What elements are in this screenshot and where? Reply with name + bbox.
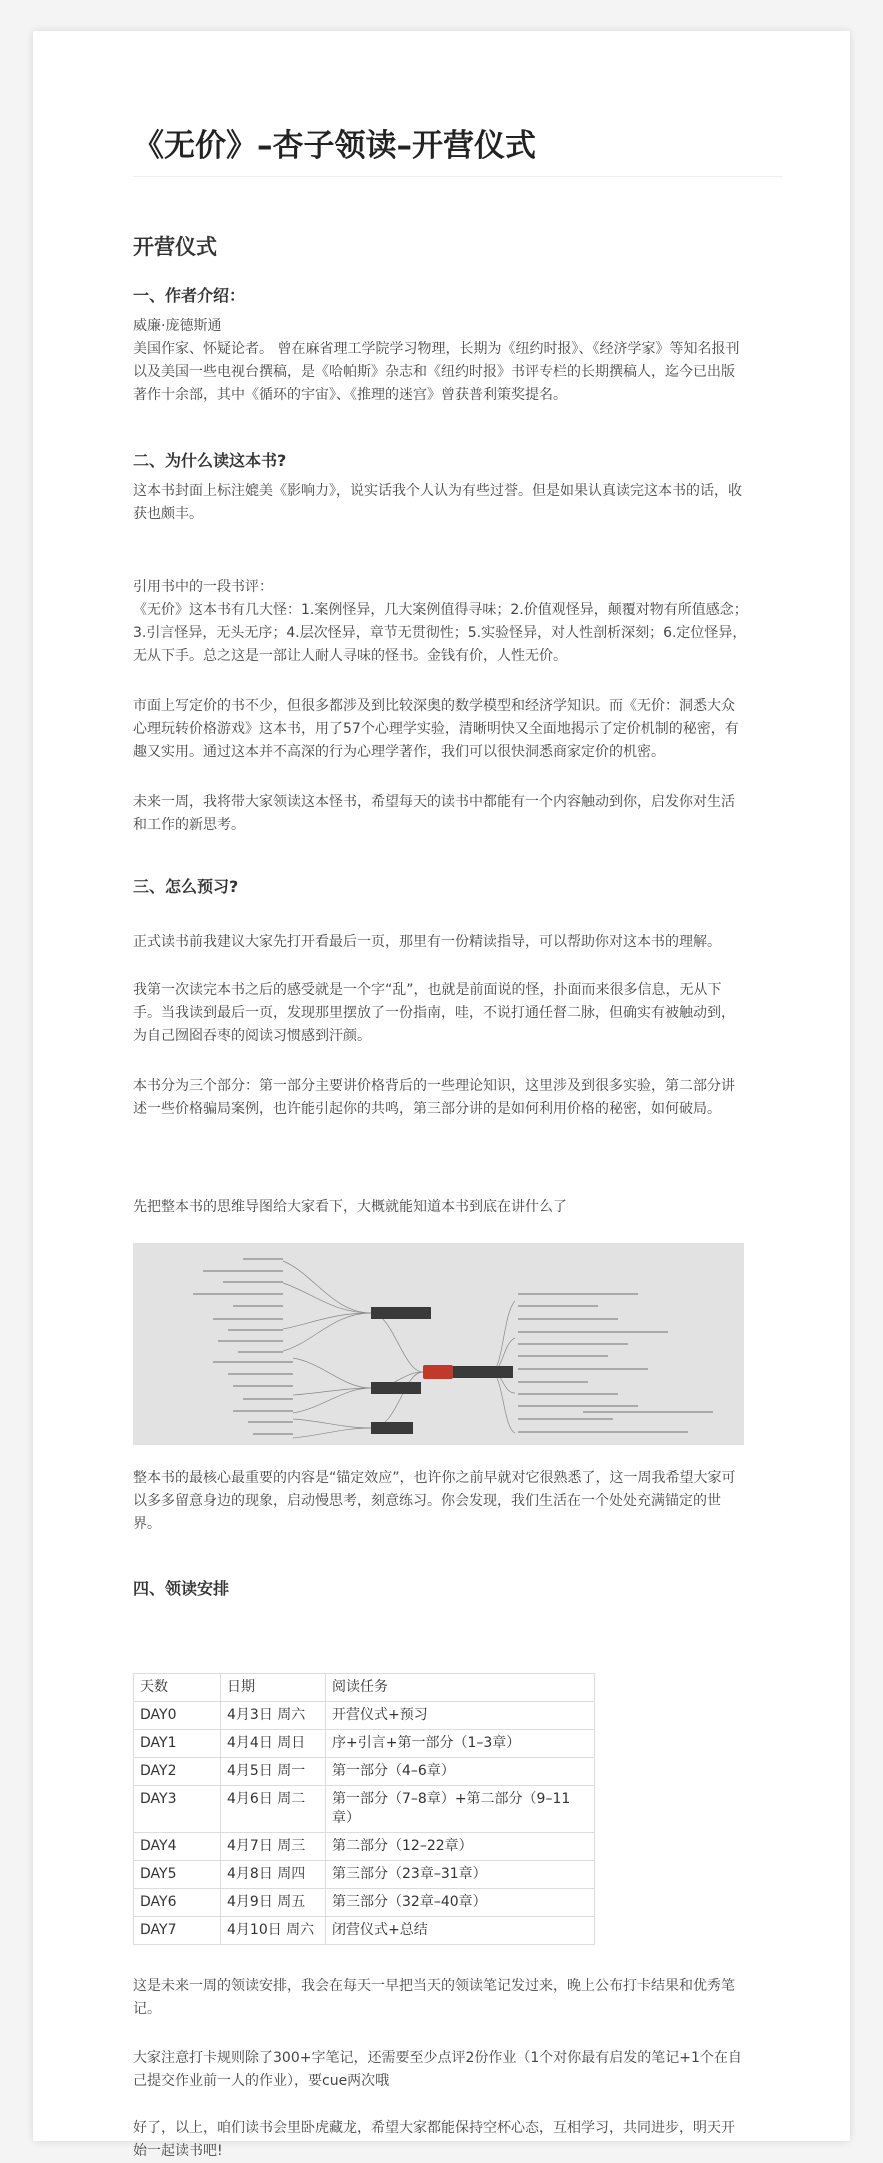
closing-paragraph-1: 这是未来一周的领读安排，我会在每天一早把当天的领读笔记发过来，晚上公布打卡结果和优秀笔记。 (133, 1978, 735, 2017)
table-cell: 第三部分（23章–31章） (326, 1861, 595, 1889)
table-row (134, 1833, 595, 1861)
header-day: 天数 (134, 1674, 221, 1702)
table-row (134, 1702, 595, 1730)
mind-map-image (133, 1243, 744, 1445)
table-cell: 4月3日 周六 (221, 1702, 326, 1730)
table-cell: 4月5日 周一 (221, 1758, 326, 1786)
schedule-heading: 四、领读安排 (133, 1579, 230, 1598)
table-cell: DAY3 (134, 1786, 221, 1833)
preview-paragraph-1: 正式读书前我建议大家先打开看最后一页，那里有一份精读指导，可以帮助你对这本书的理解。 (133, 934, 721, 950)
header-task: 阅读任务 (326, 1674, 595, 1702)
table-cell: DAY7 (134, 1917, 221, 1945)
mind-map-right-node (453, 1366, 513, 1378)
closing-paragraph-2: 大家注意打卡规则除了300+字笔记，还需要至少点评2份作业（1个对你最有启发的笔记+1个在自己提交作业前一人的作业），要cue两次哦 (133, 2050, 742, 2089)
why-paragraph-2: 市面上写定价的书不少，但很多都涉及到比较深奥的数学模型和经济学知识。而《无价：洞悉大众心理玩转价格游戏》这本书，用了57个心理学实验，清晰明快又全面地揭示了定价机制的秘密，有趣又实用。通过这本并不高深的行为心理学著作，我们可以很快洞悉商家定价的机密。 (133, 698, 739, 760)
author-heading: 一、作者介绍： (133, 286, 246, 305)
table-row (134, 1758, 595, 1786)
table-row (134, 1730, 595, 1758)
mind-map-node-3 (371, 1422, 413, 1434)
table-cell: DAY2 (134, 1758, 221, 1786)
table-header-row (134, 1674, 595, 1702)
why-paragraph-1: 这本书封面上标注媲美《影响力》，说实话我个人认为有些过誉。但是如果认真读完这本书的话，收获也颇丰。 (133, 483, 742, 522)
table-cell: 4月9日 周五 (221, 1889, 326, 1917)
table-cell: 4月4日 周日 (221, 1730, 326, 1758)
table-cell: DAY0 (134, 1702, 221, 1730)
table-cell: 第三部分（32章–40章） (326, 1889, 595, 1917)
table-cell: 开营仪式+预习 (326, 1702, 595, 1730)
preview-paragraph-2: 我第一次读完本书之后的感受就是一个字“乱”，也就是前面说的怪，扑面而来很多信息，无从下手。当我读到最后一页，发现那里摆放了一份指南，哇，不说打通任督二脉，但确实有被触动到，为自己囫囵吞枣的阅读习惯感到汗颜。 (133, 982, 735, 1044)
document-page (33, 31, 850, 2159)
mind-map-node-2 (371, 1382, 421, 1394)
table-cell: 第二部分（12–22章） (326, 1833, 595, 1861)
mind-map-node-1 (371, 1307, 431, 1319)
table-cell: 第一部分（7–8章）+第二部分（9–11章） (326, 1786, 595, 1833)
preview-paragraph-4: 先把整本书的思维导图给大家看下，大概就能知道本书到底在讲什么了 (133, 1199, 567, 1215)
closing-paragraph-3: 好了，以上，咱们读书会里卧虎藏龙，希望大家都能保持空杯心态，互相学习，共同进步，明天开始一起读书吧! (133, 2120, 735, 2159)
table-cell: 4月8日 周四 (221, 1861, 326, 1889)
header-date: 日期 (221, 1674, 326, 1702)
table-cell: DAY5 (134, 1861, 221, 1889)
table-cell: 序+引言+第一部分（1–3章） (326, 1730, 595, 1758)
author-bio: 美国作家、怀疑论者。 曾在麻省理工学院学习物理，长期为《纽约时报》、《经济学家》等知名报刊以及美国一些电视台撰稿，是《哈帕斯》杂志和《纽约时报》书评专栏的长期撰稿人，迄今已出版著作十余部，其中《循环的宇宙》、《推理的迷宫》曾获普利策奖提名。 (133, 341, 740, 403)
table-cell: 4月6日 周二 (221, 1786, 326, 1833)
preview-heading: 三、怎么预习? (133, 877, 239, 896)
why-quote-label: 引用书中的一段书评： (133, 579, 273, 595)
table-cell: 第一部分（4–6章） (326, 1758, 595, 1786)
why-heading: 二、为什么读这本书? (133, 451, 287, 470)
why-paragraph-3: 未来一周，我将带大家领读这本怪书，希望每天的读书中都能有一个内容触动到你，启发你对生活和工作的新思考。 (133, 794, 735, 833)
table-cell: 闭营仪式+总结 (326, 1917, 595, 1945)
preview-paragraph-3: 本书分为三个部分：第一部分主要讲价格背后的一些理论知识，这里涉及到很多实验，第二部分讲述一些价格骗局案例，也许能引起你的共鸣，第三部分讲的是如何利用价格的秘密，如何破局。 (133, 1078, 735, 1117)
document-title: 《无价》–杏子领读–开营仪式 (133, 126, 783, 177)
preview-paragraph-5: 整本书的最核心最重要的内容是“锚定效应”，也许你之前早就对它很熟悉了，这一周我希望大家可以多多留意身边的现象，启动慢思考，刻意练习。你会发现，我们生活在一个处处充满锚定的世界。 (133, 1470, 736, 1532)
why-quote: 《无价》这本书有几大怪：1.案例怪异，几大案例值得寻味；2.价值观怪异，颠覆对物有所值感念；3.引言怪异，无头无序；4.层次怪异，章节无贯彻性；5.实验怪异，对人性剖析深刻；6.定位怪异，无从下手。总之这是一部让人耐人寻味的怪书。金钱有价，人性无价。 (133, 602, 748, 664)
table-row (134, 1861, 595, 1889)
table-row (134, 1889, 595, 1917)
author-name: 威廉·庞德斯通 (133, 318, 222, 334)
section-title: 开营仪式 (133, 235, 217, 259)
table-row (134, 1786, 595, 1833)
schedule-table (133, 1673, 595, 1945)
table-cell: DAY6 (134, 1889, 221, 1917)
table-cell: 4月10日 周六 (221, 1917, 326, 1945)
mind-map-graphic (133, 1243, 744, 1445)
table-cell: 4月7日 周三 (221, 1833, 326, 1861)
table-row (134, 1917, 595, 1945)
table-cell: DAY4 (134, 1833, 221, 1861)
mind-map-center-node (423, 1365, 453, 1379)
table-cell: DAY1 (134, 1730, 221, 1758)
